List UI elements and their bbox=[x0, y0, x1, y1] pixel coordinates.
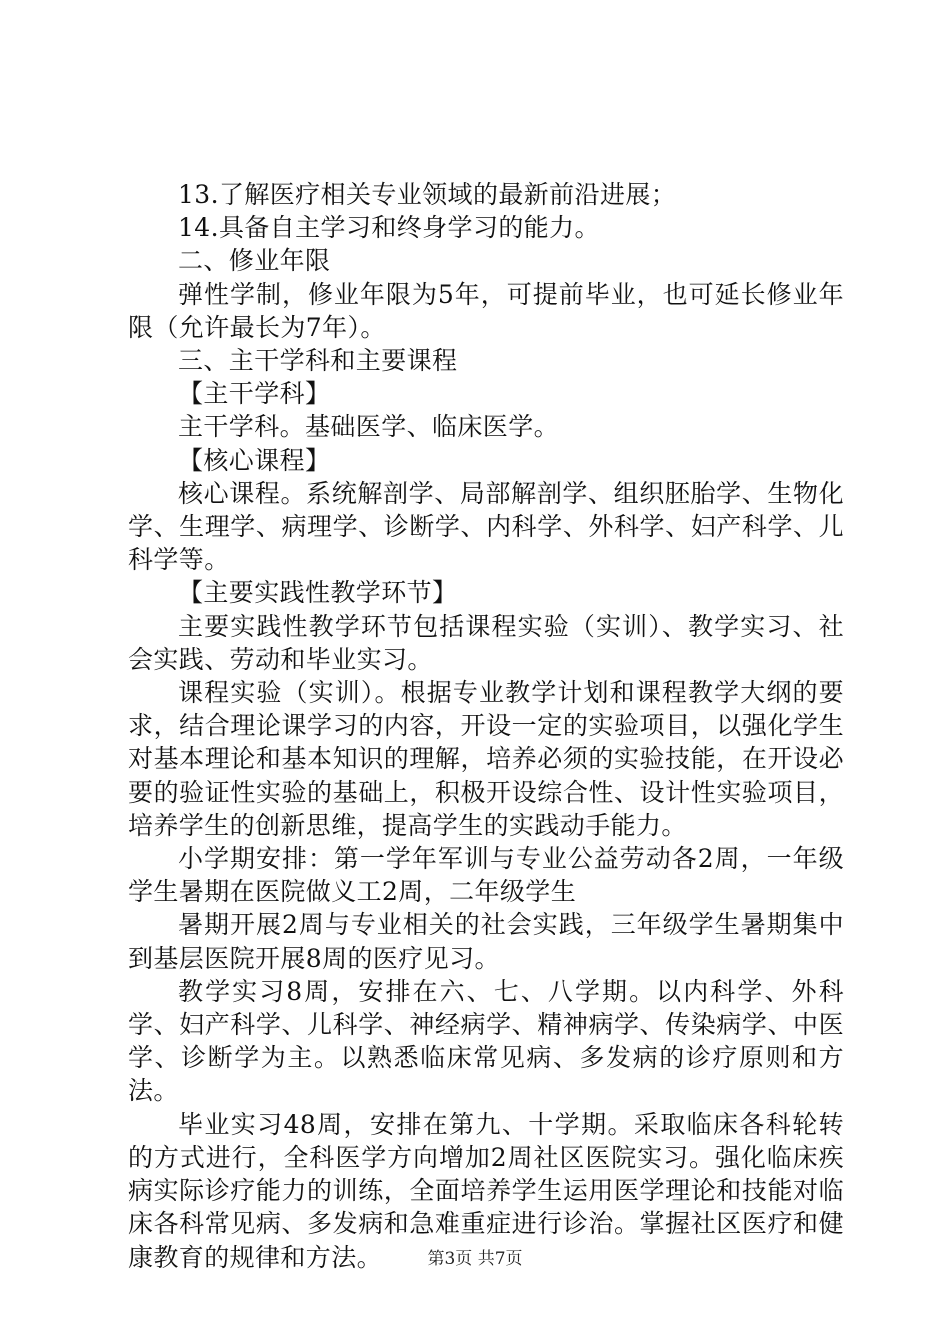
paragraph-main-disciplines: 主干学科。基础医学、临床医学。 bbox=[178, 412, 560, 442]
paragraph-summer-practice: 暑期开展2周与专业相关的社会实践，三年级学生暑期集中到基层医院开展8周的医疗见习。 bbox=[128, 910, 844, 973]
subheading-core-courses: 【核心课程】 bbox=[178, 445, 331, 475]
paragraph-study-years: 弹性学制，修业年限为5年，可提前毕业，也可延长修业年限（允许最长为7年）。 bbox=[128, 279, 844, 342]
subheading-main-disciplines: 【主干学科】 bbox=[178, 379, 331, 409]
paragraph-core-courses: 核心课程。系统解剖学、局部解剖学、组织胚胎学、生物化学、生理学、病理学、诊断学、内科学、外科学、妇产科学、儿科学等。 bbox=[128, 478, 844, 575]
paragraph-graduation-internship: 毕业实习48周，安排在第九、十学期。采取临床各科轮转的方式进行，全科医学方向增加2周社区医院实习。强化临床疾病实际诊疗能力的训练，全面培养学生运用医学理论和技能对临床各科常见病、多发病和急难重症进行诊治。掌握社区医疗和健康教育的规律和方法。 bbox=[128, 1109, 844, 1272]
paragraph-course-experiments: 课程实验（实训）。根据专业教学计划和课程教学大纲的要求，结合理论课学习的内容，开设一定的实验项目，以强化学生对基本理论和基本知识的理解，培养必须的实验技能，在开设必要的验证性实验的基础上，积极开设综合性、设计性实验项目，培养学生的创新思维，提高学生的实践动手能力。 bbox=[128, 678, 844, 840]
section-heading-disciplines-courses: 三、主干学科和主要课程 bbox=[178, 346, 458, 376]
list-item-14: 14.具备自主学习和终身学习的能力。 bbox=[178, 213, 600, 243]
document-body bbox=[128, 178, 844, 1274]
paragraph-practice-links: 主要实践性教学环节包括课程实验（实训）、教学实习、社会实践、劳动和毕业实习。 bbox=[128, 611, 844, 674]
paragraph-short-semester: 小学期安排：第一学年军训与专业公益劳动各2周，一年级学生暑期在医院做义工2周，二年级学生 bbox=[128, 844, 844, 907]
page-number-footer: 第3页 共7页 bbox=[427, 1249, 523, 1269]
paragraph-teaching-internship: 教学实习8周，安排在六、七、八学期。以内科学、外科学、妇产科学、儿科学、神经病学、精神病学、传染病学、中医学、诊断学为主。以熟悉临床常见病、多发病的诊疗原则和方法。 bbox=[128, 976, 844, 1106]
section-heading-study-years: 二、修业年限 bbox=[178, 246, 331, 276]
list-item-13: 13.了解医疗相关专业领域的最新前沿进展； bbox=[178, 180, 677, 209]
subheading-practice-links: 【主要实践性教学环节】 bbox=[178, 578, 458, 608]
